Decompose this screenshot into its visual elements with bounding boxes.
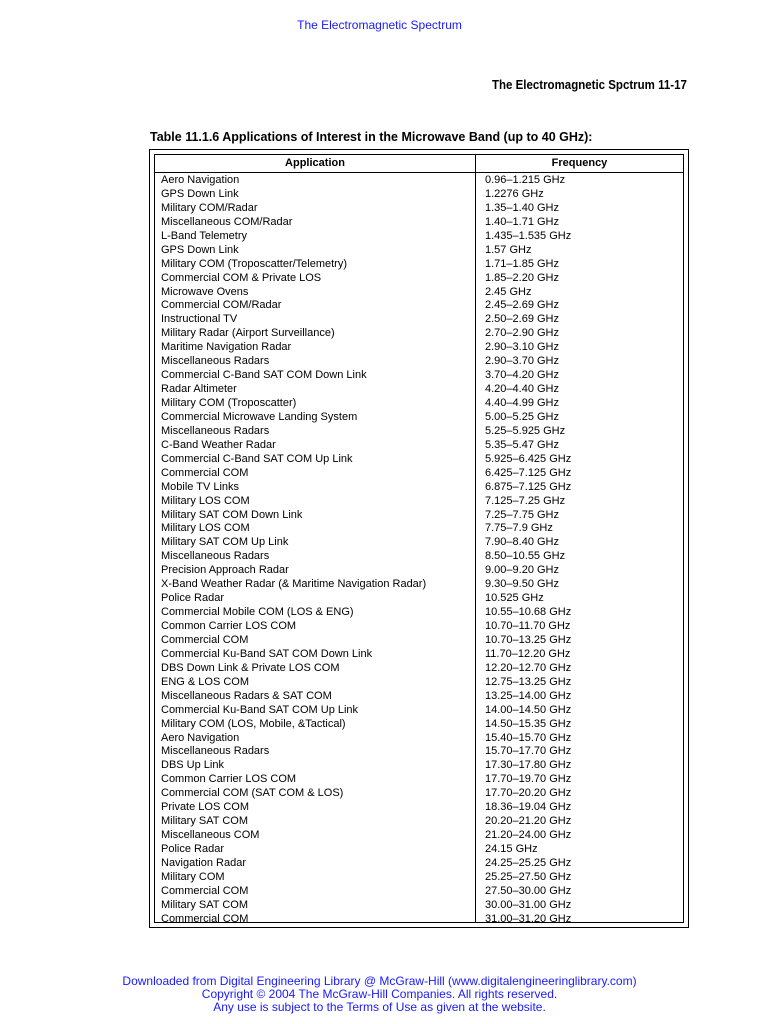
cell-frequency: 1.35–1.40 GHz xyxy=(485,201,559,214)
cell-application: Commercial COM xyxy=(161,912,249,925)
table-row xyxy=(155,467,683,481)
cell-application: Miscellaneous Radars xyxy=(161,424,270,437)
table-row xyxy=(155,787,683,801)
footer-notice xyxy=(0,975,759,1014)
table-row xyxy=(155,411,683,425)
running-head: The Electromagnetic Spctrum 11-17 xyxy=(492,78,687,92)
table-row xyxy=(155,536,683,550)
table-header-row xyxy=(155,155,683,173)
cell-frequency: 7.90–8.40 GHz xyxy=(485,536,559,549)
table-row xyxy=(155,704,683,718)
cell-frequency: 6.875–7.125 GHz xyxy=(485,480,572,493)
table-row xyxy=(155,453,683,467)
cell-application: DBS Up Link xyxy=(161,759,224,772)
cell-application: Military SAT COM Up Link xyxy=(161,536,289,549)
cell-frequency: 17.70–20.20 GHz xyxy=(485,787,572,800)
table-row xyxy=(155,327,683,341)
table-row xyxy=(155,759,683,773)
cell-application: DBS Down Link & Private LOS COM xyxy=(161,661,340,674)
cell-frequency: 1.435–1.535 GHz xyxy=(485,229,572,242)
table-row xyxy=(155,550,683,564)
cell-application: Commercial C-Band SAT COM Down Link xyxy=(161,369,367,382)
cell-application: Private LOS COM xyxy=(161,801,250,814)
cell-frequency: 25.25–27.50 GHz xyxy=(485,870,572,883)
cell-application: Military LOS COM xyxy=(161,494,250,507)
table-row xyxy=(155,634,683,648)
cell-frequency: 20.20–21.20 GHz xyxy=(485,815,572,828)
cell-application: Commercial C-Band SAT COM Up Link xyxy=(161,452,353,465)
cell-application: Commercial COM/Radar xyxy=(161,299,282,312)
cell-frequency: 27.50–30.00 GHz xyxy=(485,884,572,897)
top-title-link[interactable]: The Electromagnetic Spectrum xyxy=(297,18,462,32)
cell-application: Commercial Microwave Landing System xyxy=(161,410,358,423)
cell-frequency: 2.70–2.90 GHz xyxy=(485,327,559,340)
cell-frequency: 21.20–24.00 GHz xyxy=(485,829,572,842)
cell-frequency: 7.125–7.25 GHz xyxy=(485,494,566,507)
footer-terms-link[interactable]: Any use is subject to the Terms of Use as given at the website. xyxy=(213,1000,546,1014)
table-row xyxy=(155,439,683,453)
table-row xyxy=(155,732,683,746)
cell-frequency: 6.425–7.125 GHz xyxy=(485,466,572,479)
table-row xyxy=(155,286,683,300)
table-row xyxy=(155,188,683,202)
cell-frequency: 15.40–15.70 GHz xyxy=(485,731,572,744)
cell-frequency: 2.45 GHz xyxy=(485,285,532,298)
header-frequency: Frequency xyxy=(551,157,608,169)
cell-application: GPS Down Link xyxy=(161,187,239,200)
footer-copyright: Copyright © 2004 The McGraw-Hill Companies. All rights reserved. xyxy=(201,987,558,1001)
table-row xyxy=(155,871,683,885)
cell-application: Commercial COM (SAT COM & LOS) xyxy=(161,787,344,800)
cell-application: Military COM (LOS, Mobile, &Tactical) xyxy=(161,717,346,730)
table-row xyxy=(155,885,683,899)
cell-application: Common Carrier LOS COM xyxy=(161,620,297,632)
table-row xyxy=(155,606,683,620)
cell-application: GPS Down Link xyxy=(161,243,239,256)
cell-application: Commercial COM & Private LOS xyxy=(161,271,322,284)
cell-application: Commercial Mobile COM (LOS & ENG) xyxy=(161,606,354,619)
table-row xyxy=(155,425,683,439)
table-row xyxy=(155,174,683,188)
cell-frequency: 9.00–9.20 GHz xyxy=(485,564,559,577)
cell-frequency: 1.57 GHz xyxy=(485,243,532,256)
table-row xyxy=(155,815,683,829)
cell-frequency: 4.40–4.99 GHz xyxy=(485,397,559,409)
cell-frequency: 14.00–14.50 GHz xyxy=(485,703,572,716)
cell-frequency: 17.30–17.80 GHz xyxy=(485,759,572,772)
table-row xyxy=(155,648,683,662)
table-row xyxy=(155,564,683,578)
cell-application: Police Radar xyxy=(161,843,224,855)
cell-frequency: 7.75–7.9 GHz xyxy=(485,522,553,535)
table-row xyxy=(155,202,683,216)
table-row xyxy=(155,745,683,759)
cell-frequency: 24.25–25.25 GHz xyxy=(485,856,572,869)
table-row xyxy=(155,592,683,606)
cell-application: Aero Navigation xyxy=(161,174,240,186)
cell-application: Microwave Ovens xyxy=(161,285,249,298)
cell-application: Miscellaneous COM xyxy=(161,829,260,842)
cell-application: Commercial Ku-Band SAT COM Down Link xyxy=(161,647,373,660)
cell-frequency: 7.25–7.75 GHz xyxy=(485,508,559,521)
cell-frequency: 2.45–2.69 GHz xyxy=(485,299,559,312)
table-row xyxy=(155,662,683,676)
table-row xyxy=(155,509,683,523)
cell-frequency: 5.35–5.47 GHz xyxy=(485,438,559,451)
cell-frequency: 31.00–31.20 GHz xyxy=(485,912,572,925)
cell-application: Military COM (Troposcatter) xyxy=(161,397,297,409)
cell-application: X-Band Weather Radar (& Maritime Navigation Radar) xyxy=(161,578,427,591)
table-row xyxy=(155,718,683,732)
cell-application: Commercial COM xyxy=(161,884,249,897)
cell-frequency: 2.90–3.70 GHz xyxy=(485,355,559,368)
cell-application: Military SAT COM xyxy=(161,898,248,911)
table-row xyxy=(155,829,683,843)
cell-application: Miscellaneous Radars xyxy=(161,355,270,368)
cell-application: Military COM (Troposcatter/Telemetry) xyxy=(161,257,348,270)
cell-frequency: 1.2276 GHz xyxy=(485,187,544,200)
table-row xyxy=(155,620,683,634)
table-body xyxy=(155,174,683,927)
cell-frequency: 1.71–1.85 GHz xyxy=(485,257,559,270)
cell-frequency: 9.30–9.50 GHz xyxy=(485,578,559,591)
cell-application: Miscellaneous Radars xyxy=(161,550,270,563)
table-inner-frame xyxy=(154,154,684,923)
cell-frequency: 12.20–12.70 GHz xyxy=(485,661,572,674)
table-row xyxy=(155,773,683,787)
table-row xyxy=(155,495,683,509)
cell-frequency: 5.00–5.25 GHz xyxy=(485,410,559,423)
cell-application: Military COM xyxy=(161,870,225,883)
cell-application: Miscellaneous Radars & SAT COM xyxy=(161,689,332,702)
cell-frequency: 2.90–3.10 GHz xyxy=(485,341,559,354)
table-row xyxy=(155,857,683,871)
cell-application: Maritime Navigation Radar xyxy=(161,341,292,354)
cell-frequency: 1.85–2.20 GHz xyxy=(485,271,559,284)
cell-frequency: 10.70–11.70 GHz xyxy=(485,620,571,632)
cell-application: Aero Navigation xyxy=(161,731,240,744)
table-row xyxy=(155,522,683,536)
frequency-table xyxy=(149,149,689,928)
cell-application: Military SAT COM xyxy=(161,815,248,828)
table-row xyxy=(155,299,683,313)
cell-frequency: 10.55–10.68 GHz xyxy=(485,606,572,619)
cell-application: ENG & LOS COM xyxy=(161,675,250,688)
table-row xyxy=(155,843,683,857)
cell-frequency: 3.70–4.20 GHz xyxy=(485,369,559,382)
cell-frequency: 14.50–15.35 GHz xyxy=(485,717,572,730)
cell-frequency: 11.70–12.20 GHz xyxy=(485,647,571,660)
table-caption: Table 11.1.6 Applications of Interest in the Microwave Band (up to 40 GHz): xyxy=(150,130,593,144)
cell-application: C-Band Weather Radar xyxy=(161,438,276,451)
table-row xyxy=(155,258,683,272)
cell-application: Police Radar xyxy=(161,592,224,605)
table-row xyxy=(155,383,683,397)
header-application: Application xyxy=(285,157,345,169)
cell-application: Miscellaneous Radars xyxy=(161,745,270,758)
table-row xyxy=(155,272,683,286)
cell-application: Military COM/Radar xyxy=(161,201,258,214)
cell-frequency: 17.70–19.70 GHz xyxy=(485,773,572,786)
table-row xyxy=(155,801,683,815)
table-row xyxy=(155,913,683,927)
cell-frequency: 4.20–4.40 GHz xyxy=(485,383,559,396)
cell-application: Commercial COM xyxy=(161,466,249,479)
table-row xyxy=(155,230,683,244)
table-row xyxy=(155,899,683,913)
cell-application: Common Carrier LOS COM xyxy=(161,773,297,786)
cell-frequency: 0.96–1.215 GHz xyxy=(485,174,566,186)
table-row xyxy=(155,341,683,355)
cell-application: Mobile TV Links xyxy=(161,480,240,493)
table-row xyxy=(155,355,683,369)
table-row xyxy=(155,313,683,327)
table-row xyxy=(155,481,683,495)
cell-frequency: 15.70–17.70 GHz xyxy=(485,745,572,758)
cell-frequency: 10.525 GHz xyxy=(485,592,544,605)
table-row xyxy=(155,578,683,592)
cell-frequency: 30.00–31.00 GHz xyxy=(485,898,572,911)
table-row xyxy=(155,690,683,704)
cell-application: Commercial Ku-Band SAT COM Up Link xyxy=(161,703,359,716)
cell-frequency: 1.40–1.71 GHz xyxy=(485,215,559,228)
cell-frequency: 12.75–13.25 GHz xyxy=(485,675,572,688)
cell-application: Military SAT COM Down Link xyxy=(161,508,303,521)
cell-application: Precision Approach Radar xyxy=(161,564,289,577)
cell-frequency: 5.25–5.925 GHz xyxy=(485,424,566,437)
cell-frequency: 13.25–14.00 GHz xyxy=(485,689,572,702)
table-row xyxy=(155,369,683,383)
cell-frequency: 2.50–2.69 GHz xyxy=(485,313,559,326)
cell-application: Miscellaneous COM/Radar xyxy=(161,215,293,228)
cell-application: Commercial COM xyxy=(161,633,249,646)
table-row xyxy=(155,397,683,411)
footer-download-link[interactable]: Downloaded from Digital Engineering Library @ McGraw-Hill (www.digitalengineeringlibrary.com) xyxy=(122,974,637,988)
cell-application: Military Radar (Airport Surveillance) xyxy=(161,327,335,340)
cell-application: Navigation Radar xyxy=(161,856,246,869)
cell-application: L-Band Telemetry xyxy=(161,229,248,242)
cell-frequency: 24.15 GHz xyxy=(485,843,538,855)
table-row xyxy=(155,216,683,230)
cell-frequency: 10.70–13.25 GHz xyxy=(485,633,572,646)
cell-frequency: 18.36–19.04 GHz xyxy=(485,801,572,814)
cell-application: Military LOS COM xyxy=(161,522,250,535)
cell-frequency: 8.50–10.55 GHz xyxy=(485,550,566,563)
cell-application: Instructional TV xyxy=(161,313,238,326)
cell-application: Radar Altimeter xyxy=(161,383,237,396)
table-row xyxy=(155,244,683,258)
cell-frequency: 5.925–6.425 GHz xyxy=(485,452,572,465)
table-row xyxy=(155,676,683,690)
